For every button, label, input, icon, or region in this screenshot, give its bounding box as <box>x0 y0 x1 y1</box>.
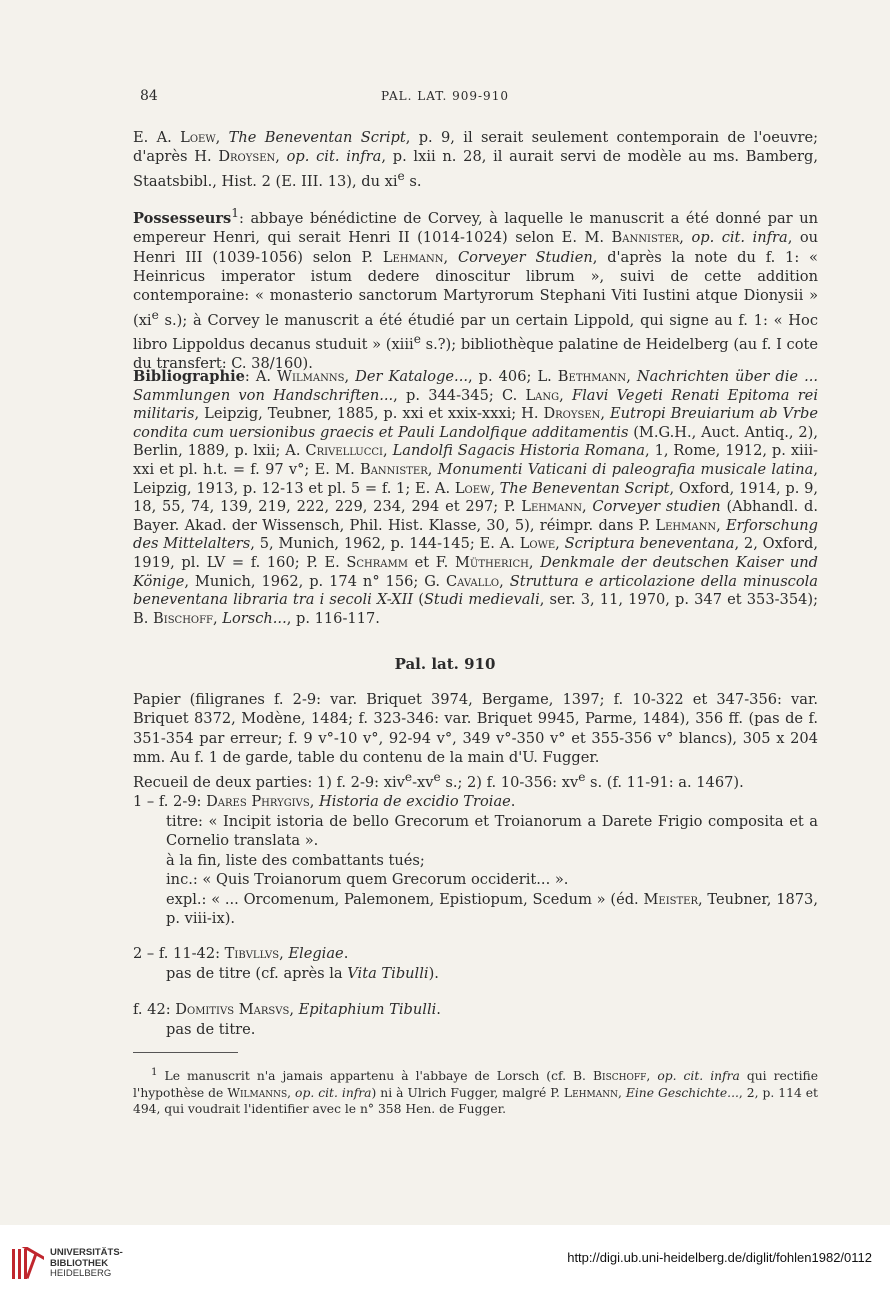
text-run: , Munich, 1962, p. 174 n° 156; G. <box>184 572 446 590</box>
text-run: Scriptura beneventana <box>564 535 735 553</box>
library-name <box>50 1248 123 1280</box>
text-run: e <box>578 769 586 784</box>
text-run: Le manuscrit n'a jamais appartenu à l'abbaye de Lorsch (cf. B. <box>157 1069 593 1084</box>
text-run: , p. 344-345; C. <box>393 386 526 404</box>
text-run: Wilmanns <box>277 368 345 385</box>
text-run: , <box>600 405 610 423</box>
text-run: Cavallo <box>445 572 500 590</box>
text-run: Epitaphium Tibulli <box>298 1001 437 1018</box>
text-run: Crivellucci <box>305 442 383 460</box>
text-run: Denkmale der deutschen Kaiser und Könige <box>133 553 818 590</box>
text-run: , 2, p. 114 et 494, qui voudrait l'identifier avec le n° 358 Hen. de Fugger. <box>133 1085 818 1117</box>
text-run: , p. 406; L. <box>467 368 558 385</box>
text-run: , 5, Munich, 1962, p. 144-145; E. A. <box>250 535 520 553</box>
item-1-heading <box>133 792 818 811</box>
text-run: Monumenti Vaticani di paleografia musicale latina <box>437 460 814 478</box>
text-run: , p. 116-117. <box>286 609 380 627</box>
text-run: e <box>404 769 413 784</box>
text-run: , <box>528 553 541 571</box>
text-run: Corveyer studien <box>592 498 721 516</box>
text-run: f. 42: <box>133 1001 176 1018</box>
text-run: , d'après la note du f. 1: « Heinricus imperator istum dedere dinoscitur librum », suivi de cette addition contemporaine: « monasterio sanctorum Martyrorum Stephani Viti Iustini atque Dionysii » (xi <box>133 248 818 329</box>
text-run: , <box>309 793 319 810</box>
text-run: : A. <box>244 368 278 385</box>
text-run: , <box>287 1085 296 1100</box>
text-run: , Teubner, 1873, p. viii-ix). <box>166 890 818 928</box>
text-run: et F. <box>408 553 455 571</box>
item-1-details <box>166 812 818 928</box>
text-run: Eine Geschichte... <box>625 1085 739 1100</box>
text-run: Loew <box>180 129 216 146</box>
text-run: Lorsch... <box>222 609 287 627</box>
text-run: ( <box>413 591 424 609</box>
text-run: , <box>617 1085 626 1100</box>
text-run: 1 – <box>133 793 155 810</box>
text-run: Mütherich <box>454 553 529 571</box>
text-run: pas de titre (cf. après la <box>166 965 348 982</box>
text-run: op. cit. infra <box>295 1085 372 1100</box>
text-run: UNIVERSITÄTS- <box>50 1247 123 1258</box>
text-run: Bischoff <box>153 609 213 627</box>
text-run: Meister <box>643 890 698 908</box>
text-run: op. cit. infra <box>657 1069 740 1084</box>
text-run: Recueil de deux parties: 1) f. 2-9: xiv <box>133 773 405 791</box>
text-run: Bannister <box>611 229 680 247</box>
text-run: ). <box>428 965 439 982</box>
text-run: expl.: « ... Orcomenum, Palemonem, Epistiopum, Scedum » (éd. <box>166 890 644 908</box>
text-run: Der Kataloge... <box>355 368 468 385</box>
text-run: qui rectifie l'hypothèse de <box>133 1069 818 1100</box>
text-run: Corveyer Studien <box>457 248 593 266</box>
text-run: , <box>275 148 287 166</box>
university-library-logo-icon <box>10 1247 44 1281</box>
text-run: op. cit. infra <box>691 229 788 247</box>
text-run: , ser. 3, 11, 1970, p. 347 et 353-354); B. <box>133 591 818 627</box>
text-run: BIBLIOTHEK <box>50 1257 109 1269</box>
text-run: Studi medievali <box>423 591 540 609</box>
source-url-link[interactable]: http://digi.ub.uni-heidelberg.de/diglit/fohlen1982/0112 <box>567 1250 872 1265</box>
text-run: (M.G.H., Auct. Antiq., 2), Berlin, 1889, p. lxii; A. <box>133 423 818 460</box>
section-title: Pal. lat. 910 <box>394 655 496 673</box>
text-run: Eutropi Breuiarium ab Vrbe condita cum uersionibus graecis et Pauli Landolfique additamentis <box>133 405 819 441</box>
text-run: 2 – <box>133 945 155 962</box>
text-run: s. (f. 11-91: a. 1467). <box>585 773 744 791</box>
text-run: Flavi Vegeti Renati Epitoma rei militaris <box>133 386 818 423</box>
text-run: , <box>215 129 229 146</box>
text-run: , <box>289 1001 299 1018</box>
text-run: Schramm <box>346 553 409 571</box>
text-run: Erforschung des Mittelalters <box>133 516 818 553</box>
text-run: f. 2-9: <box>154 793 207 810</box>
text-run: Nachrichten über die ... Sammlungen von Handschriften... <box>133 368 818 404</box>
text-run: , <box>716 516 726 534</box>
item-3-heading <box>133 1000 818 1019</box>
text-run: Tibvllvs <box>224 945 280 962</box>
text-run: , <box>344 368 356 385</box>
text-run: Loew <box>454 479 491 497</box>
description-paragraph <box>133 690 818 792</box>
text-run: , 2, Oxford, 1919, pl. LV = f. 160; P. E. <box>133 535 818 571</box>
footnote-ref: 1 <box>231 206 239 220</box>
text-run: Wilmanns <box>227 1085 288 1100</box>
text-run: Papier (filigranes f. 2-9: var. Briquet 3974, Bergame, 1397; f. 10-322 et 347-356: var. Briquet 8372, Modène, 1484; f. 323-346: var. Briquet 9945, Parme, 1484), 356 ff. (pas de f. 351-354 par erreur; f. 9 v°-10 v°, 92-94 v°, 349 v°-350 v° et 355-356 v° blancs), 305 x 204 mm. Au f. 1 de garde, table du contenu de la main d'U. Fugger. <box>133 691 818 767</box>
text-run: f. 11-42: <box>154 945 225 962</box>
text-run: . <box>343 945 349 962</box>
text-run: , <box>383 442 393 460</box>
text-run: Dares Phrygivs <box>206 793 310 810</box>
text-run: : abbaye bénédictine de Corvey, à laquelle le manuscrit a été donné par un empereur Henri, qui serait Henri II (1014-1024) selon E. M. <box>133 209 818 247</box>
text-run: Droysen <box>543 405 601 423</box>
text-run: , p. lxii n. 28, il aurait servi de modèle au ms. Bamberg, Staatsbibl., Hist. 2 (E. III. 13), du xi <box>133 148 818 190</box>
text-run: Lowe <box>519 535 556 553</box>
text-run: Domitivs Marsvs <box>175 1001 290 1018</box>
intro-paragraph <box>133 128 818 191</box>
text-run: ) ni à Ulrich Fugger, malgré P. <box>371 1085 564 1100</box>
possesseurs-paragraph <box>133 204 818 374</box>
text-run: , <box>490 479 500 497</box>
text-run: s.); à Corvey le manuscrit a été étudié par un certain Lippold, qui signe au f. 1: « Hoc libro Lippoldus decanus studuit » (xiii <box>133 311 818 354</box>
bibliographie-heading: Bibliographie <box>133 368 245 385</box>
text-run: -xv <box>412 773 434 791</box>
text-run: , <box>559 386 572 404</box>
text-run: , <box>555 535 565 553</box>
footnote-rule <box>133 1052 238 1053</box>
text-run: HEIDELBERG <box>50 1268 112 1279</box>
text-run: The Beneventan Script <box>228 129 406 146</box>
text-run: Bannister <box>359 460 428 478</box>
text-run: , p. 9, il serait seulement contemporain de l'oeuvre; d'après H. <box>133 129 819 166</box>
text-run: , <box>646 1069 658 1084</box>
text-run: The Beneventan Script <box>499 479 670 497</box>
text-run: Landolfi Sagacis Historia Romana <box>392 442 646 460</box>
text-run: Lang <box>525 386 560 404</box>
text-run: , <box>499 572 510 590</box>
text-run: , <box>427 460 438 478</box>
text-run: Lehmann <box>655 516 717 534</box>
text-run: , ou Henri III (1039-1056) selon P. <box>133 229 819 266</box>
text-run: Bethmann <box>557 368 627 385</box>
item-2-details <box>166 964 818 983</box>
running-head: PAL. LAT. 909-910 <box>381 89 509 103</box>
text-run: Vita Tibulli <box>347 965 429 982</box>
text-run: . <box>510 793 516 810</box>
text-run: titre: « Incipit istoria de bello Grecorum et Troianorum a Darete Frigio composita et a Cornelio translata ». <box>166 813 818 850</box>
text-run: , <box>443 248 458 266</box>
page-number: 84 <box>140 88 158 104</box>
possesseurs-heading: Possesseurs <box>133 209 232 227</box>
text-run: s. <box>404 172 422 190</box>
text-run: Bischoff <box>593 1069 647 1084</box>
text-run: Struttura e articolazione della minuscola beneventana libraria tra i secoli X-XII <box>133 572 819 609</box>
item-3-details: pas de titre. <box>166 1021 256 1038</box>
text-run: e <box>433 769 441 784</box>
text-run: Droysen <box>218 148 276 166</box>
footnote <box>133 1064 818 1118</box>
text-run: Lehmann <box>382 248 444 266</box>
text-run: Historia de excidio Troiae <box>319 793 511 810</box>
text-run: inc.: « Quis Troianorum quem Grecorum occiderit... ». <box>166 871 569 889</box>
text-run: , <box>679 229 692 247</box>
text-run: (Abhandl. d. Bayer. Akad. der Wissensch, Phil. Hist. Klasse, 30, 5), réimpr. dans P. <box>133 498 818 534</box>
text-run: , <box>279 945 289 962</box>
text-run: . <box>436 1001 441 1018</box>
text-run: 1 <box>151 1066 158 1078</box>
text-run: , <box>581 498 593 516</box>
text-run: , <box>626 368 637 385</box>
text-run: e <box>413 332 421 347</box>
text-run: , 1, Rome, 1912, p. xiii-xxi et pl. h.t. = f. 97 v°; E. M. <box>133 442 818 478</box>
text-run: op. cit. infra <box>286 148 382 166</box>
text-run: , <box>213 609 223 627</box>
text-run: E. A. <box>133 129 181 146</box>
text-run: s.; 2) f. 10-356: xv <box>440 773 579 791</box>
text-run: , Leipzig, Teubner, 1885, p. xxi et xxix-xxxi; H. <box>194 405 544 423</box>
text-run: Lehmann <box>521 498 582 516</box>
item-2-heading <box>133 944 818 963</box>
text-run: à la fin, liste des combattants tués; <box>166 851 425 869</box>
text-run: Lehmann <box>563 1085 618 1100</box>
text-run: s.?); bibliothèque palatine de Heidelberg (au f. I cote du transfert: C. 38/160). <box>133 336 818 373</box>
text-run: , Oxford, 1914, p. 9, 18, 55, 74, 139, 219, 222, 229, 234, 294 et 297; P. <box>133 479 819 516</box>
bibliographie-paragraph <box>133 368 818 628</box>
text-run: , Leipzig, 1913, p. 12-13 et pl. 5 = f. 1; E. A. <box>133 460 818 497</box>
text-run: e <box>151 307 159 322</box>
text-run: Elegiae <box>288 945 344 962</box>
text-run: e <box>397 168 405 183</box>
